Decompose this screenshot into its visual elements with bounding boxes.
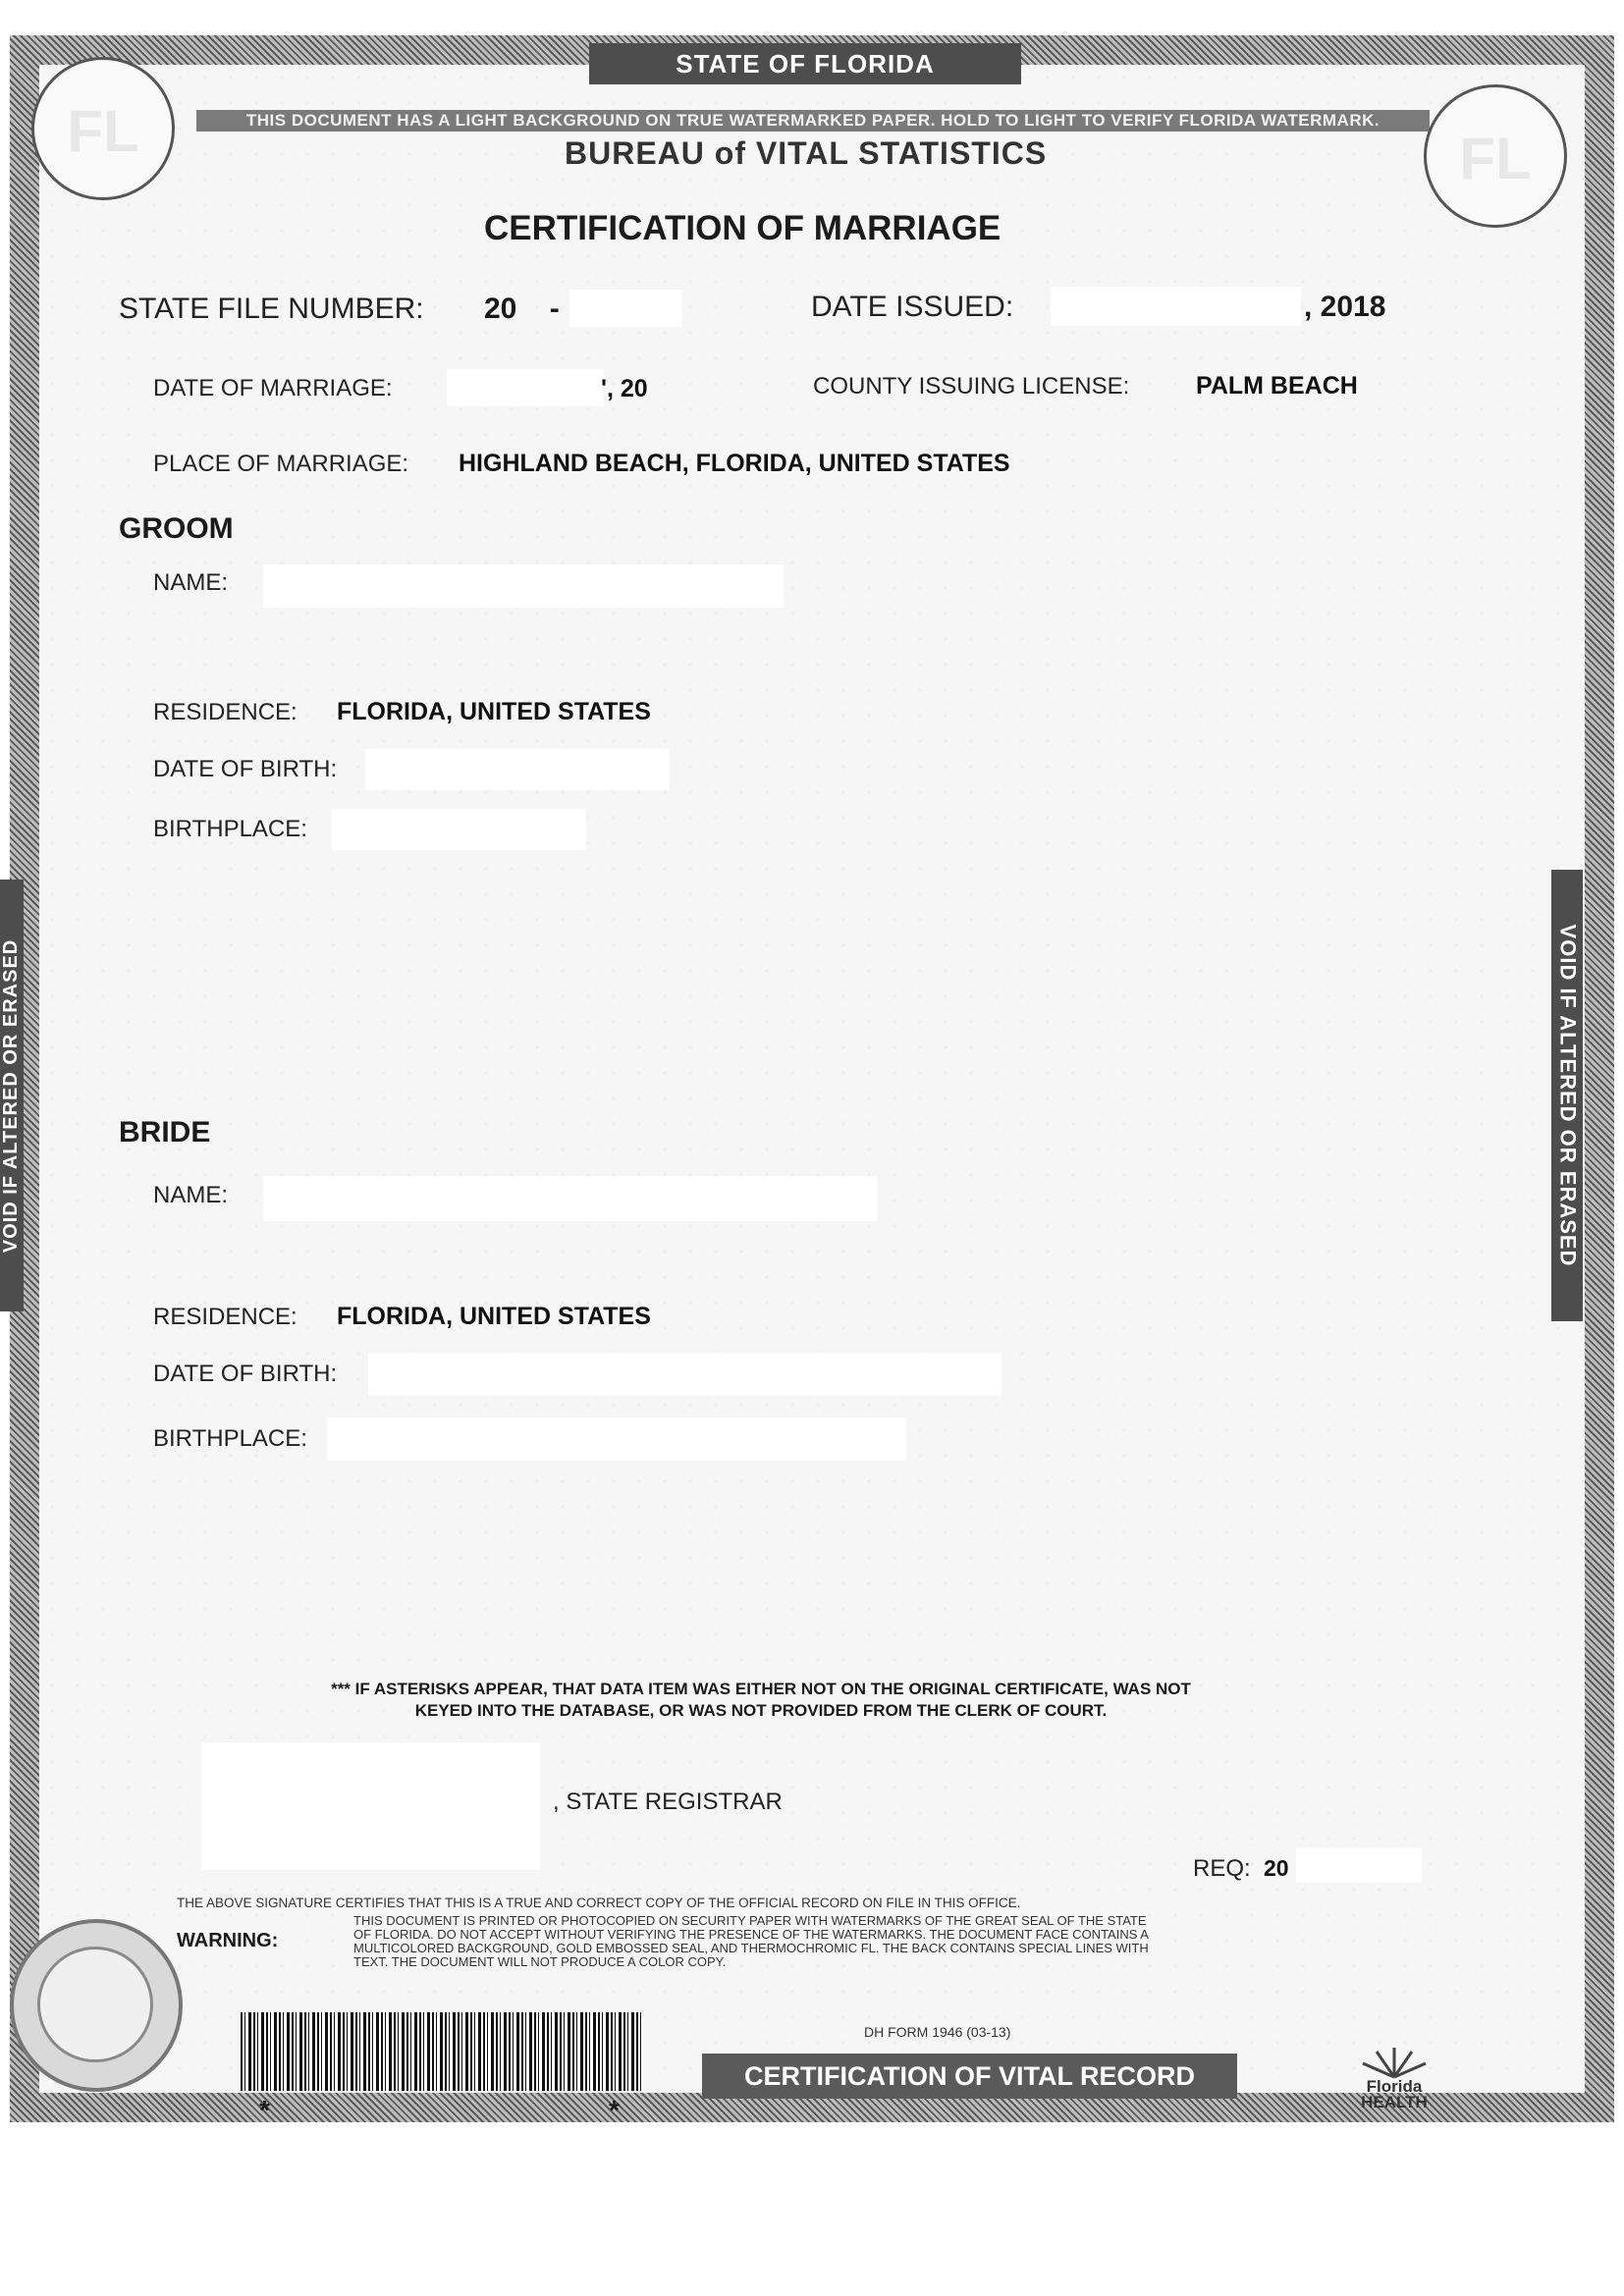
redaction (569, 290, 682, 327)
barcode (241, 2012, 643, 2091)
req-label: REQ: (1193, 1855, 1251, 1882)
warning-label: WARNING: (177, 1930, 279, 1951)
void-strip-left: VOID IF ALTERED OR ERASED (0, 880, 24, 1311)
sunburst-icon (1355, 2044, 1434, 2079)
form-number: DH FORM 1946 (03-13) (864, 2024, 1011, 2040)
barcode-star-left: * (259, 2095, 270, 2125)
date-of-marriage-value: ', 20 (601, 375, 648, 402)
groom-birthplace-label: BIRTHPLACE: (153, 816, 307, 842)
barcode-star-right: * (609, 2095, 620, 2125)
groom-residence-value: FLORIDA, UNITED STATES (337, 698, 651, 725)
groom-name-label: NAME: (153, 569, 229, 596)
florida-state-seal (10, 1919, 183, 2092)
redaction (263, 564, 784, 608)
bride-residence-value: FLORIDA, UNITED STATES (337, 1303, 651, 1330)
corner-fl-mark-left: FL (31, 57, 175, 200)
redaction (365, 749, 670, 790)
void-strip-right: VOID IF ALTERED OR ERASED (1551, 870, 1583, 1321)
groom-dob-label: DATE OF BIRTH: (153, 756, 338, 782)
signature-redaction (201, 1742, 540, 1870)
date-issued-value: , 2018 (1304, 291, 1386, 323)
date-issued-label: DATE ISSUED: (811, 291, 1014, 323)
asterisk-note: *** IF ASTERISKS APPEAR, THAT DATA ITEM WAS EITHER NOT ON THE ORIGINAL CERTIFICATE, WAS NOT KEYED INTO THE DATABASE, OR WAS NOT PROVIDED FROM THE CLERK OF COURT. (331, 1680, 1191, 1720)
redaction (331, 809, 586, 850)
date-of-marriage-label: DATE OF MARRIAGE: (153, 375, 393, 401)
certification-band: CERTIFICATION OF VITAL RECORD (702, 2054, 1237, 2099)
county-value: PALM BEACH (1196, 372, 1358, 400)
bride-heading: BRIDE (119, 1116, 211, 1148)
state-banner: STATE OF FLORIDA (589, 43, 1021, 84)
state-file-number-value: 20 - (484, 293, 560, 325)
florida-health-logo: Florida HEALTH (1355, 2044, 1434, 2112)
watermark-notice: THIS DOCUMENT HAS A LIGHT BACKGROUND ON TRUE WATERMARKED PAPER. HOLD TO LIGHT TO VERIFY FLORIDA WATERMARK. (196, 110, 1430, 132)
redaction (1051, 287, 1301, 326)
county-label: COUNTY ISSUING LICENSE: (813, 373, 1130, 400)
redaction (447, 369, 604, 406)
corner-fl-mark-right: FL (1424, 84, 1567, 228)
bride-name-label: NAME: (153, 1182, 229, 1208)
place-of-marriage-value: HIGHLAND BEACH, FLORIDA, UNITED STATES (459, 450, 1010, 477)
req-value: 20 (1264, 1855, 1289, 1881)
groom-residence-label: RESIDENCE: (153, 699, 298, 725)
page-title: CERTIFICATION OF MARRIAGE (484, 209, 1001, 247)
state-registrar-label: , STATE REGISTRAR (553, 1789, 783, 1815)
bride-dob-label: DATE OF BIRTH: (153, 1361, 338, 1387)
place-of-marriage-label: PLACE OF MARRIAGE: (153, 451, 409, 477)
redaction (263, 1176, 877, 1221)
redaction (1296, 1847, 1422, 1883)
state-file-number-label: STATE FILE NUMBER: (119, 293, 424, 325)
bureau-heading: BUREAU of VITAL STATISTICS (565, 135, 1048, 171)
groom-heading: GROOM (119, 512, 234, 545)
bride-residence-label: RESIDENCE: (153, 1304, 298, 1330)
signature-certification: THE ABOVE SIGNATURE CERTIFIES THAT THIS IS A TRUE AND CORRECT COPY OF THE OFFICIAL RECORD ON FILE IN THIS OFFICE. (177, 1896, 1021, 1910)
bride-birthplace-label: BIRTHPLACE: (153, 1425, 307, 1452)
warning-text: THIS DOCUMENT IS PRINTED OR PHOTOCOPIED ON SECURITY PAPER WITH WATERMARKS OF THE GREAT SEAL OF THE STATE OF FLORIDA. DO NOT ACCEPT WITHOUT VERIFYING THE PRESENCE OF THE WATERMARKS. THE DOCUMENT FACE CONTAINS A MULTICOLORED BACKGROUND, GOLD EMBOSSED SEAL, AND THERMOCHROMIC FL. THE BACK CONTAINS SPECIAL LINES WITH TEXT. THE DOCUMENT WILL NOT PRODUCE A COLOR COPY. (353, 1913, 1149, 1969)
redaction (327, 1417, 906, 1461)
redaction (368, 1353, 1001, 1396)
